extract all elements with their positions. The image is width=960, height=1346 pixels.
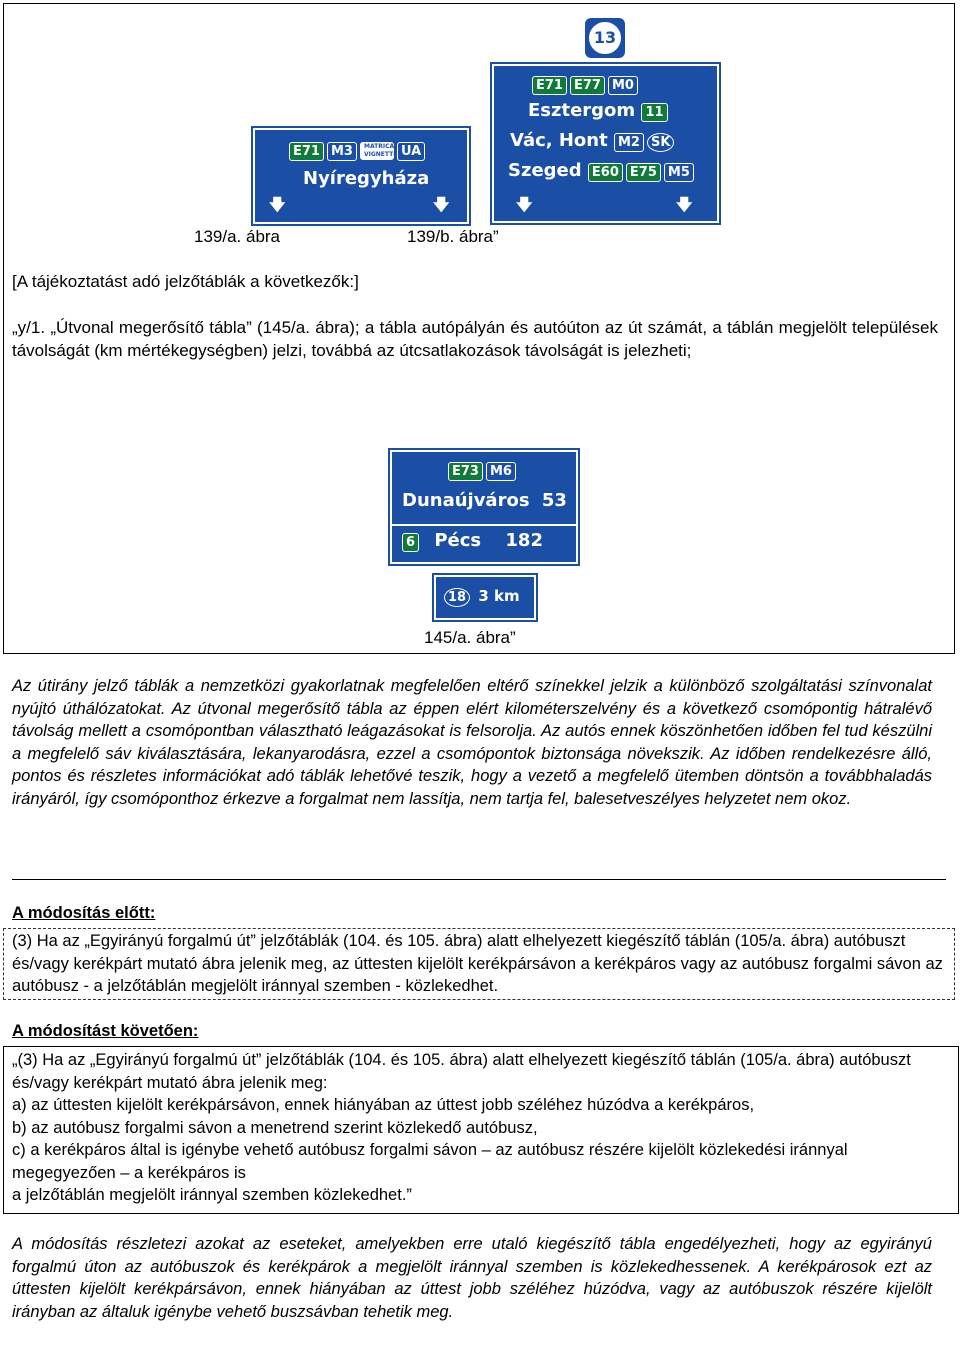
sign-city: Dunaújváros [402, 490, 530, 511]
after-line: a jelzőtáblán megjelölt iránnyal szemben közlekedhet.” [12, 1186, 412, 1204]
after-line: b) az autóbusz forgalmi sávon a menetrend szerint közlekedő autóbusz, [12, 1118, 538, 1137]
sign-distance: 3 km [478, 587, 520, 605]
sign-distance: 182 [505, 530, 543, 551]
explanation-paragraph-2: A módosítás részletezi azokat az eseteket, amelyekben erre utaló kiegészítő tábla engedélyezheti, hogy az egyirányú forgalmú úton az autóbuszok és kerékpárok a megjelölt iránnyal szemben is közlekedhessenek. A kerékpárosok ezt az úttesten kijelölt kerékpársávon, ennek hiányában az úttest jobb széléhez húzódva, vagy az autóbuszok részére kijelölt irányban az általuk igénybe vehető buszsávban tehetik meg. [12, 1235, 932, 1321]
route-13-label: 13 [589, 22, 621, 54]
sign-145a [390, 450, 578, 564]
sign-badge: E71 [289, 142, 324, 161]
before-heading: A módosítás előtt: [12, 904, 156, 922]
sign-badge: M0 [608, 76, 638, 95]
before-body: (3) Ha az „Egyirányú forgalmú út” jelzőtáblák (104. és 105. ábra) alatt elhelyezett kiegészítő táblán (105/a. ábra) autóbuszt és/vagy kerékpárt mutató ábra jelenik meg, az úttesten kijelölt kerékpársávon a kerékpáros vagy az autóbusz forgalmi sávon az autóbusz - a jelzőtáblán megjelölt iránnyal szemben - közlekedhet. [12, 932, 943, 995]
sign-badge: E60 [588, 163, 623, 182]
sign-badge: 18 [444, 588, 470, 607]
sign-139b [492, 64, 719, 223]
caption-139b: 139/b. ábra” [407, 227, 499, 246]
sign-city: Esztergom [528, 100, 636, 121]
sign-city: Vác, Hont [510, 130, 608, 151]
sign-divider [392, 524, 576, 526]
explanation-paragraph-1: Az útirány jelző táblák a nemzetközi gyakorlatnak megfelelően eltérő színekkel jelzik a különböző szolgáltatási színvonalat nyújtó úthálózatokat. Az útvonal megerősítő tábla az éppen elért kilométerszelvény és a következő csomópontig hátralévő távolság mellett a csomópontban választható leágazásokat is felsorolja. Az autós ennek köszönhetően időben fel tud készülni a megfelelő sáv kiválasztására, lekanyarodásra, ezzel a csomópontok biztonsága növekszik. Az időben rendelkezésre álló, pontos és részletes információkat adó táblák lehetővé teszik, hogy a vezető a megfelelő ütemben döntsön a továbbhaladás irányáról, így csomóponthoz érkezve a forgalmat nem lassítja, nem tartja fel, balesetveszélyes helyzetet nem okoz. [12, 677, 932, 808]
sign-city: Szeged [508, 160, 582, 181]
sign-badge: 6 [402, 533, 419, 552]
sign-badge: E71 [532, 76, 567, 95]
sign-badge: SK [647, 133, 674, 152]
sign-distance: 53 [541, 490, 567, 511]
arrow-down-icon: 🡇 [516, 195, 533, 214]
sign-badge: E73 [448, 462, 483, 481]
sign-145a-sub [434, 575, 536, 620]
route-13-icon [585, 18, 625, 58]
sign-badge: M6 [486, 462, 516, 481]
after-line: „(3) Ha az „Egyirányú forgalmú út” jelzőtáblák (104. és 105. ábra) alatt elhelyezett kiegészítő táblán (105/a. ábra) autóbuszt és/vagy kerékpárt mutató ábra jelenik meg: [12, 1051, 911, 1092]
sign-badge: 11 [641, 103, 667, 122]
caption-139a: 139/a. ábra [194, 227, 281, 246]
vignette-badge: MATRICA VIGNETTE [360, 142, 394, 160]
arrow-down-icon: 🡇 [433, 195, 450, 214]
after-body [12, 1049, 946, 1207]
sign-badge: M3 [327, 142, 357, 161]
y1-paragraph: „y/1. „Útvonal megerősítő tábla” (145/a. ábra); a tábla autópályán és autóúton az út számát, a táblán megjelölt települések távolságát (km mértékegységben) jelzi, továbbá az útcsatlakozások távolságát is jelezheti; [12, 318, 938, 360]
after-heading: A módosítást követően: [12, 1022, 199, 1040]
sign-139a [253, 128, 469, 224]
sign-city: Nyíregyháza [303, 168, 430, 189]
sign-city: Pécs [434, 530, 482, 551]
after-line: a) az úttesten kijelölt kerékpársávon, ennek hiányában az úttest jobb széléhez húzódva a kerékpáros, [12, 1096, 755, 1114]
after-line: c) a kerékpáros által is igénybe vehető autóbusz forgalmi sávon – az autóbusz részére kijelölt közlekedési iránnyal megegyezően – a kerékpáros is [12, 1141, 848, 1182]
intro-text: [A tájékoztatást adó jelzőtáblák a következők:] [12, 272, 359, 291]
sign-badge: M2 [614, 133, 644, 152]
caption-145a: 145/a. ábra” [424, 628, 516, 647]
arrow-down-icon: 🡇 [676, 195, 693, 214]
sign-badge: M5 [664, 163, 694, 182]
sign-badge: E75 [626, 163, 661, 182]
sign-badge: UA [397, 142, 425, 161]
divider-line [12, 879, 946, 880]
arrow-down-icon: 🡇 [269, 195, 286, 214]
sign-badge: E77 [570, 76, 605, 95]
